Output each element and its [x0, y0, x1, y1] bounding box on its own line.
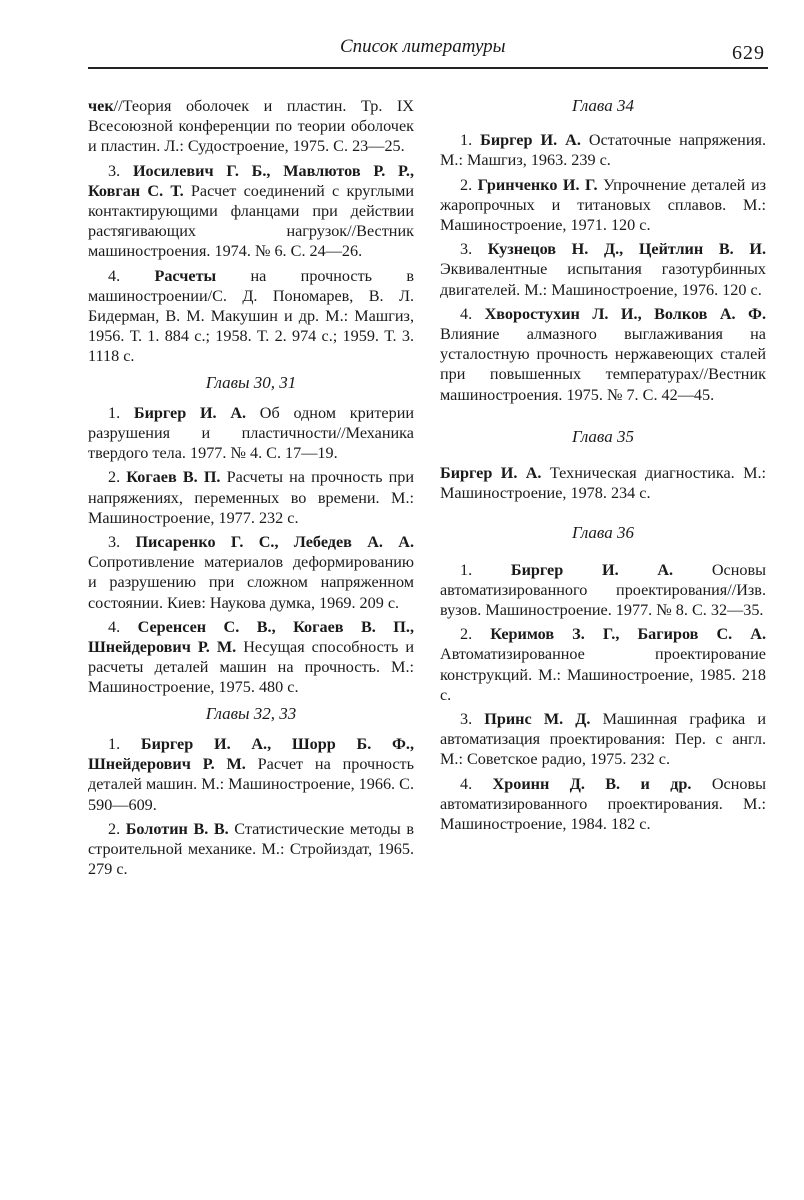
bibliography-entry — [440, 130, 766, 170]
entry-number: 4. — [460, 304, 473, 323]
entry-number: 1. — [108, 403, 121, 422]
entry-text: на прочность в машиностроении/С. Д. Пономарев, В. Л. Бидерман, В. М. Макушин и др. М.: Машгиз, 1956. Т. 1. 884 с.; 1958. Т. 2. 974 с.; 1959. Т. 3. 1118 с. — [88, 266, 414, 366]
entry-number: 2. — [108, 468, 121, 487]
section-heading: Главы 32, 33 — [205, 703, 297, 723]
entry-author: Когаев В. П. — [126, 468, 221, 487]
entry-text: //Теория оболочек и пластин. Тр. IX Всесоюзной конференции по теории оболочек и пластин. Л.: Судостроение, 1975. С. 23—25. — [88, 97, 414, 156]
entry-number: 2. — [108, 819, 121, 838]
page-number: 629 — [732, 42, 765, 64]
bibliography-entry — [88, 734, 414, 815]
bibliography-entry — [88, 617, 414, 698]
bibliography-entry — [440, 463, 766, 503]
entry-text: Остаточные напряжения. М.: Машгиз, 1963. 239 с. — [440, 131, 766, 170]
entry-text: Об одном критерии разрушения и пластичности//Механика твердого тела. 1977. № 4. С. 17—19. — [88, 403, 415, 463]
entry-author: Биргер И. А. — [133, 403, 247, 422]
entry-text: Основы автоматизированного проектирования//Изв. вузов. Машиностроение. 1977. № 8. С. 32—35. — [440, 560, 767, 620]
entry-number: 2. — [460, 175, 473, 194]
entry-author: Серенсен С. В., Когаев В. П., Шнейдерович Р. М. — [88, 617, 414, 657]
entry-author: Болотин В. В. — [125, 819, 229, 838]
entry-author: Биргер И. А. — [440, 464, 542, 483]
entry-author: Биргер И. А., Шорр Б. Ф., Шнейдерович Р. М. — [88, 734, 415, 774]
entry-number: 4. — [108, 617, 121, 636]
entry-text: Упрочнение деталей из жаропрочных и титановых сплавов. М.: Машиностроение, 1971. 120 с. — [440, 175, 767, 235]
entry-author: Кузнецов Н. Д., Цейтлин В. И. — [487, 240, 766, 259]
right-column — [440, 96, 766, 838]
bibliography-entry — [440, 239, 766, 300]
entry-text: Основы автоматизированного проектирования. М.: Машиностроение, 1984. 182 с. — [440, 774, 766, 834]
entry-text: Расчеты на прочность при напряжениях, переменных во времени. М.: Машиностроение, 1977. 232 с. — [88, 468, 415, 527]
bibliography-entry — [440, 774, 766, 835]
entry-author: Биргер И. А. — [480, 131, 581, 150]
entry-author: Принс М. Д. — [484, 710, 591, 729]
entry-text: Техническая диагностика. М.: Машиностроение, 1978. 234 с. — [440, 464, 767, 503]
entry-text: Сопротивление материалов деформированию и разрушению при сложном напряженном состоянии. Киев: Наукова думка, 1969. 209 с. — [88, 553, 414, 612]
section-heading: Главы 30, 31 — [205, 372, 297, 392]
bibliography-entry — [440, 304, 766, 405]
running-header-title: Список литературы — [340, 36, 506, 57]
entry-author: Гринченко И. Г. — [477, 175, 598, 194]
entry-number: 1. — [460, 131, 473, 150]
bibliography-entry — [440, 709, 766, 770]
entry-text: Статистические методы в строительной механике. М.: Стройиздат, 1965. 279 с. — [88, 819, 415, 879]
entry-text: Эквивалентные испытания газотурбинных двигателей. М.: Машиностроение, 1976. 120 с. — [440, 260, 766, 299]
entry-author: Керимов З. Г., Багиров С. А. — [490, 625, 767, 644]
entry-number: 3. — [108, 161, 121, 180]
section-heading: Глава 34 — [572, 96, 634, 115]
bibliography-entry — [88, 96, 414, 157]
section-heading: Глава 35 — [572, 426, 634, 446]
bibliography-entry — [88, 161, 414, 262]
bibliography-entry — [88, 266, 414, 367]
entry-text: Автоматизированное проектирование конструкций. М.: Машиностроение, 1985. 218 с. — [440, 645, 766, 704]
entry-text: Влияние алмазного выглаживания на усталостную прочность нержавеющих сталей при повышенных температурах//Вестник машиностроения. 1975. № 7. С. 42—45. — [440, 325, 766, 404]
entry-text: Машинная графика и автоматизация проектирования: Пер. с англ. М.: Советское радио, 1975. 232 с. — [440, 710, 767, 769]
bibliography-entry — [88, 532, 414, 613]
entry-text: Расчет соединений с круглыми контактирующими фланцами при действии растягивающих нагрузок//Вестник машиностроения. 1974. № 6. С. 24—26. — [88, 181, 415, 261]
entry-author: Иосилевич Г. Б., Мавлютов Р. Р., Ковган С. Т. — [88, 161, 415, 200]
entry-text: Расчет на прочность деталей машин. М.: Машиностроение, 1966. С. 590—609. — [88, 755, 414, 814]
bibliography-entry — [88, 467, 414, 528]
bibliography-entry — [440, 560, 766, 621]
entry-number: 3. — [108, 533, 121, 552]
entry-text: Несущая способность и расчеты деталей машин на прочность. М.: Машиностроение, 1975. 480 с. — [88, 638, 415, 697]
section-heading: Глава 36 — [572, 523, 634, 543]
bibliography-entry — [88, 819, 414, 880]
entry-author: чек — [88, 97, 114, 115]
entry-author: Биргер И. А. — [510, 560, 674, 579]
bibliography-entry — [88, 403, 414, 464]
left-column — [88, 96, 414, 883]
entry-number: 3. — [460, 240, 473, 259]
entry-author: Писаренко Г. С., Лебедев А. А. — [135, 533, 414, 552]
entry-author: Хроинн Д. В. и др. — [492, 774, 692, 793]
entry-number: 1. — [108, 734, 121, 753]
entry-number: 2. — [460, 625, 473, 644]
header-rule — [88, 67, 768, 69]
bibliography-entry — [440, 624, 766, 705]
entry-number: 3. — [460, 710, 473, 729]
entry-number: 1. — [460, 560, 473, 579]
bibliography-entry — [440, 175, 766, 236]
entry-author: Хворостухин Л. И., Волков А. Ф. — [484, 304, 767, 323]
entry-author: Расчеты — [154, 266, 217, 285]
entry-number: 4. — [460, 774, 473, 793]
entry-number: 4. — [108, 266, 121, 285]
